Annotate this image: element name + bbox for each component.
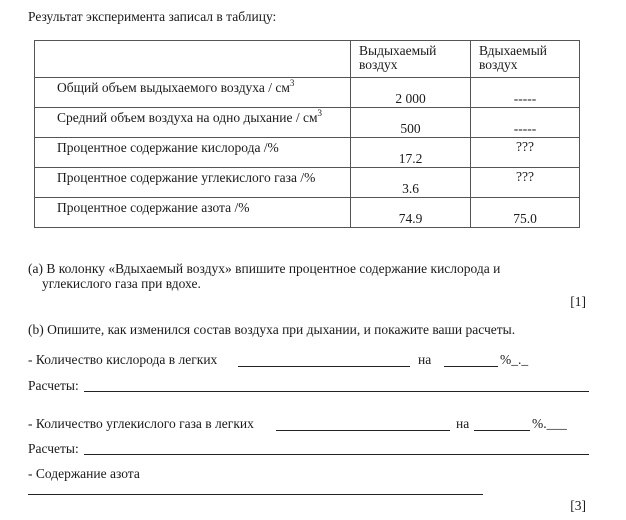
row-label: Средний объем воздуха на одно дыхание / $см^3$: [57, 108, 322, 125]
co2-suffix: %.___: [532, 416, 567, 431]
oxygen-label: - Количество кислорода в легких: [28, 352, 218, 367]
inhaled-value: -----: [513, 121, 537, 136]
row-label: Процентное содержание азота /%: [57, 200, 250, 215]
question-b-prompt: (b) Опишите, как изменился состав воздуха при дыхании, и покажите ваши расчеты.: [28, 322, 516, 337]
co2-answer-field[interactable]: [276, 430, 450, 431]
table-row-breath-volume: [35, 108, 580, 138]
table-header-row: [35, 41, 580, 78]
table-row-co2: [35, 168, 580, 198]
inhaled-value: 75.0: [513, 211, 537, 226]
header-empty-cell: [35, 41, 351, 78]
co2-calc-field[interactable]: [84, 454, 589, 455]
row-label: Процентное содержание углекислого газа /%: [57, 170, 316, 185]
question-b-marks: [3]: [570, 498, 586, 513]
oxygen-calc-field[interactable]: [84, 391, 589, 392]
oxygen-calc-label: Расчеты:: [28, 378, 79, 393]
oxygen-suffix: %_._: [500, 352, 529, 367]
exhaled-value: 17.2: [398, 151, 423, 166]
table-row-nitrogen: [35, 198, 580, 228]
table-row-total-volume: [35, 78, 580, 108]
co2-calc-label: Расчеты:: [28, 441, 79, 456]
question-a-line2: углекислого газа при вдохе.: [42, 276, 201, 291]
nitrogen-label: - Содержание азота: [28, 466, 140, 481]
exhaled-value: 500: [400, 121, 421, 136]
co2-na: на: [456, 416, 470, 431]
exhaled-value: 74.9: [398, 211, 423, 226]
oxygen-answer-field[interactable]: [238, 366, 410, 367]
exhaled-value: 3.6: [402, 181, 419, 196]
inhaled-value: ???: [516, 139, 534, 154]
row-label: Общий объем выдыхаемого воздуха / $см^3$: [57, 78, 295, 95]
nitrogen-answer-field[interactable]: [28, 494, 483, 495]
question-a-marks: [1]: [570, 294, 586, 309]
exhaled-value: 2 000: [395, 91, 426, 106]
oxygen-na: на: [418, 352, 432, 367]
oxygen-percent-field[interactable]: [444, 366, 498, 367]
results-table: [34, 40, 580, 228]
inhaled-value: ???: [516, 169, 534, 184]
row-label: Процентное содержание кислорода /%: [57, 140, 279, 155]
intro-text: Результат эксперимента записал в таблицу:: [28, 9, 277, 24]
co2-percent-field[interactable]: [474, 430, 530, 431]
header-exhaled: Выдыхаемый воздух: [351, 41, 471, 78]
co2-label: - Количество углекислого газа в легких: [28, 416, 254, 431]
header-inhaled: Вдыхаемый воздух: [471, 41, 580, 78]
question-a-line1: (a) В колонку «Вдыхаемый воздух» впишите процентное содержание кислорода и: [28, 261, 501, 276]
inhaled-value: -----: [513, 91, 537, 106]
table-row-oxygen: [35, 138, 580, 168]
